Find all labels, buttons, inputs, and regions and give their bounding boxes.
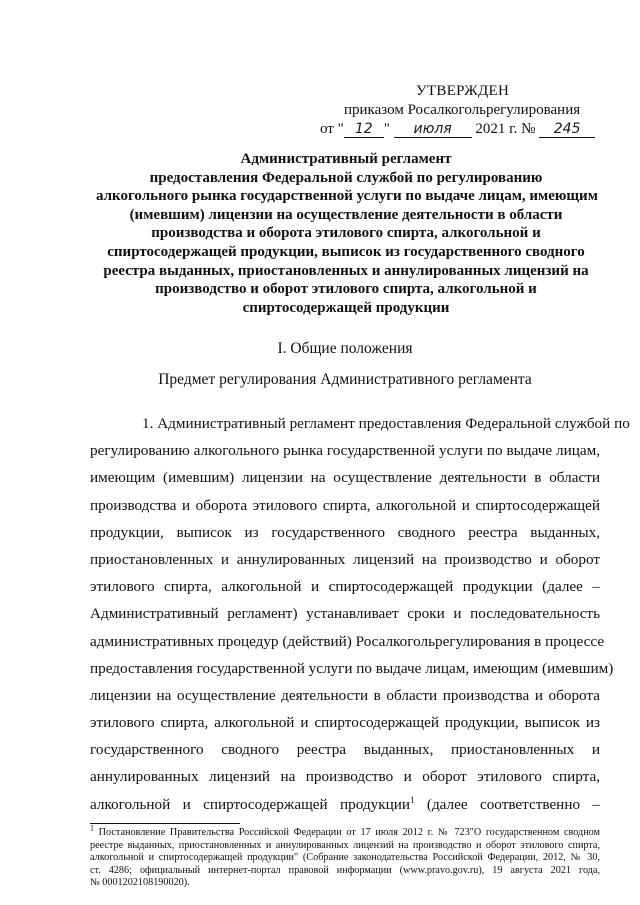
body-line: административных процедур (действий) Росалкогольрегулирования в процессе — [90, 632, 605, 650]
title-line: реестра выданных, приостановленных и аннулированных лицензий на — [103, 262, 589, 279]
body-line: продукции, выписок из государственного сводного реестра выданных, — [90, 523, 600, 541]
title-line: производство и оборот этилового спирта, алкогольной и — [155, 281, 537, 298]
footnote-line: реестре выданных, приостановленных и аннулированных лицензий на производство и оборот этилового спирта, — [90, 839, 600, 851]
title-line: Административный регламент — [240, 151, 452, 167]
handwritten-day: 12 — [344, 121, 384, 138]
body-text: алкогольной и спиртосодержащей продукции — [90, 795, 411, 813]
footnote-marker: 1 — [90, 823, 94, 833]
body-line: государственного сводного реестра выданных, приостановленных и — [90, 741, 600, 759]
title-line: предоставления Федеральной службой по регулированию — [149, 169, 543, 186]
document-title — [96, 150, 596, 317]
handwritten-order-number: 245 — [539, 121, 595, 138]
title-line: производства и оборота этилового спирта, алкогольной и — [151, 225, 541, 242]
footnote-divider — [90, 823, 240, 824]
approval-title: УТВЕРЖДЕН — [416, 83, 510, 99]
body-line-last — [90, 791, 600, 818]
footnote-text: Постановление Правительства Российской Федерации от 17 июля 2012 г. № 723"О государственном сводном — [94, 827, 600, 838]
body-line: имеющим (имевшим) лицензии на осуществление деятельности в области — [90, 469, 600, 487]
body-line: 1. Административный регламент предоставления Федеральной службой по — [142, 415, 630, 432]
handwritten-month: июля — [394, 121, 472, 138]
body-line: производства и оборота этилового спирта, алкогольной и спиртосодержащей — [90, 496, 600, 514]
body-line: предоставления государственной услуги по выдаче лицам, имеющим (имевшим) — [90, 659, 614, 677]
body-line: этилового спирта, алкогольной и спиртосодержащей продукции, выписок из — [90, 714, 600, 732]
body-line: приостановленных и аннулированных лицензий на производство и оборот — [90, 550, 600, 568]
body-text: (далее соответственно – — [414, 795, 600, 813]
body-paragraph — [90, 410, 630, 818]
title-line: алкогольного рынка государственной услуги по выдаче лицам, имеющим — [96, 188, 598, 205]
section-heading: I. Общие положения — [277, 340, 413, 357]
date-mid: " — [383, 121, 390, 137]
footnote-reference[interactable]: 1 — [410, 794, 415, 805]
footnote-line — [90, 823, 600, 840]
footnote-line: ст. 4286; официальный интернет-портал правовой информации (www.pravo.gov.ru), 19 августа 2021 года, — [90, 864, 600, 876]
date-prefix: от " — [320, 121, 344, 137]
title-line: спиртосодержащей продукции, выписок из государственного сводного — [107, 243, 585, 260]
section-subheading: Предмет регулирования Административного регламента — [158, 371, 532, 388]
title-line: (имевшим) лицензии на осуществление деятельности в области — [129, 206, 563, 223]
footnote-line: алкогольной и спиртосодержащей продукции" (Собрание законодательства Российской Федерации, 2012, № 30, — [90, 852, 600, 864]
approval-order-line: приказом Росалкогольрегулирования — [344, 102, 581, 118]
body-line: аннулированных лицензий на производство и оборот этилового спирта, — [90, 768, 600, 786]
body-line: Административный регламент) устанавливает сроки и последовательность — [90, 605, 600, 623]
footnote-line: № 0001202108190020). — [90, 877, 190, 889]
body-line: регулированию алкогольного рынка государственной услуги по выдаче лицам, — [90, 442, 600, 460]
title-line: спиртосодержащей продукции — [242, 299, 450, 316]
approval-date-line — [320, 118, 595, 140]
body-line: этилового спирта, алкогольной и спиртосодержащей продукции (далее – — [90, 578, 600, 596]
footnote — [90, 823, 600, 890]
date-year: 2021 г. № — [475, 121, 536, 137]
body-line: лицензии на осуществление деятельности в области производства и оборота — [90, 686, 600, 704]
